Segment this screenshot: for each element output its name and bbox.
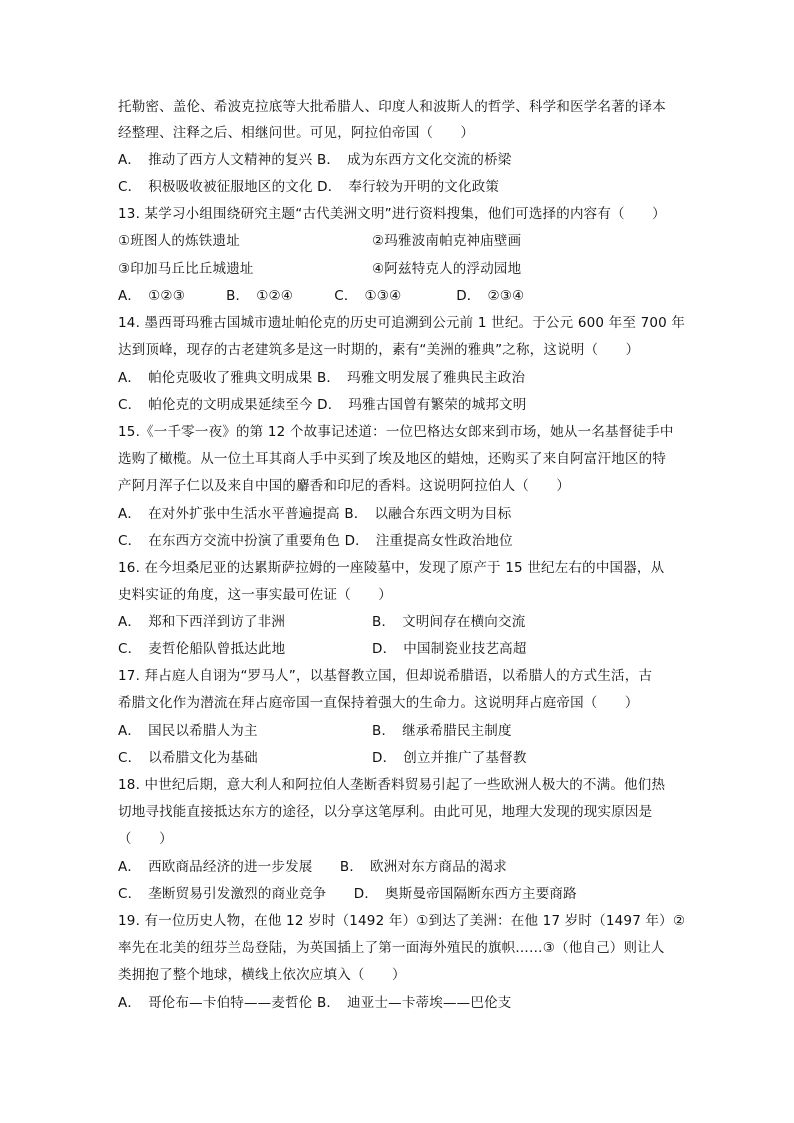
q15-stem-line-3: 产阿月浑子仁以及来自中国的麝香和印尼的香料。这说明阿拉伯人（ ）: [118, 478, 571, 494]
q12-options-cd: C． 积极吸收被征服地区的文化 D． 奉行较为开明的文化政策: [118, 179, 500, 195]
q13-item-2: ②玛雅波南帕克神庙壁画: [372, 233, 522, 249]
q13-options: A． ①②③ B． ①②④ C． ①③④ D． ②③④: [118, 288, 525, 304]
q18-stem-line-3: （ ）: [118, 831, 173, 847]
q16-option-b: B． 文明间存在横向交流: [372, 614, 526, 630]
q13-item-3: ③印加马丘比丘城遗址: [118, 261, 254, 277]
q17-option-b: B． 继承希腊民主制度: [372, 723, 512, 739]
q13-item-1: ①班图人的炼铁遗址: [118, 233, 240, 249]
q14-options-cd: C． 帕伦克的文明成果延续至今 D． 玛雅古国曾有繁荣的城邦文明: [118, 397, 527, 413]
q19-stem-line-3: 类拥抱了整个地球，横线上依次应填入（ ）: [118, 967, 406, 983]
q16-option-d: D． 中国制瓷业技艺高超: [372, 641, 527, 657]
q18-options-ab: A． 西欧商品经济的进一步发展 B． 欧洲对东方商品的渴求: [118, 859, 507, 875]
q16-option-c: C． 麦哲伦船队曾抵达此地: [118, 641, 286, 657]
q15-options-cd: C． 在东西方交流中扮演了重要角色 D． 注重提高女性政治地位: [118, 533, 513, 549]
q15-stem-line-1: 15.《一千零一夜》的第 12 个故事记述道：一位巴格达女郎来到市场，她从一名基督徒手中: [118, 424, 674, 440]
q14-stem-line-1: 14. 墨西哥玛雅古国城市遗址帕伦克的历史可追溯到公元前 1 世纪。于公元 600 年至 700 年: [118, 315, 686, 331]
q13-stem: 13. 某学习小组围绕研究主题“古代美洲文明”进行资料搜集，他们可选择的内容有（ ）: [118, 206, 666, 222]
q17-option-c: C． 以希腊文化为基础: [118, 750, 258, 766]
q17-option-a: A． 国民以希腊人为主: [118, 723, 258, 739]
q12-options-ab: A． 推动了西方人文精神的复兴 B． 成为东西方文化交流的桥梁: [118, 152, 512, 168]
q14-options-ab: A． 帕伦克吸收了雅典文明成果 B． 玛雅文明发展了雅典民主政治: [118, 370, 526, 386]
q15-stem-line-2: 选购了橄榄。从一位土耳其商人手中买到了埃及地区的蜡烛，还购买了来自阿富汗地区的特: [118, 451, 666, 467]
q18-options-cd: C． 垄断贸易引发激烈的商业竞争 D． 奥斯曼帝国隔断东西方主要商路: [118, 886, 577, 902]
q19-stem-line-2: 率先在北美的纽芬兰岛登陆，为英国插上了第一面海外殖民的旗帜……③（他自己）则让人: [118, 940, 665, 956]
q13-item-4: ④阿兹特克人的浮动园地: [372, 261, 522, 277]
q12-stem-line-2: 经整理、注释之后、相继问世。可见，阿拉伯帝国（ ）: [118, 125, 475, 141]
q19-options-ab: A． 哥伦布—卡伯特——麦哲伦 B． 迪亚士—卡蒂埃——巴伦支: [118, 995, 512, 1011]
q12-stem-line-1: 托勒密、盖伦、希波克拉底等大批希腊人、印度人和波斯人的哲学、科学和医学名著的译本: [118, 99, 666, 115]
q14-stem-line-2: 达到顶峰，现存的古老建筑多是这一时期的，素有“美洲的雅典”之称，这说明（ ）: [118, 342, 640, 358]
q18-stem-line-2: 切地寻找能直接抵达东方的途径，以分享这笔厚利。由此可见，地理大发现的现实原因是: [118, 804, 653, 820]
q17-option-d: D． 创立并推广了基督教: [372, 750, 527, 766]
q17-stem-line-1: 17. 拜占庭人自诩为“罗马人”，以基督教立国，但却说希腊语，以希腊人的方式生活，古: [118, 668, 653, 684]
q16-option-a: A． 郑和下西洋到访了非洲: [118, 614, 286, 630]
q15-options-ab: A． 在对外扩张中生活水平普遍提高 B． 以融合东西文明为目标: [118, 506, 512, 522]
q18-stem-line-1: 18. 中世纪后期，意大利人和阿拉伯人垄断香料贸易引起了一些欧洲人极大的不满。他们热: [118, 777, 666, 793]
q19-stem-line-1: 19. 有一位历史人物，在他 12 岁时（1492 年）①到达了美洲：在他 17 岁时（1497 年）②: [118, 913, 686, 929]
q17-stem-line-2: 希腊文化作为潜流在拜占庭帝国一直保持着强大的生命力。这说明拜占庭帝国（ ）: [118, 695, 639, 711]
q16-stem-line-1: 16. 在今坦桑尼亚的达累斯萨拉姆的一座陵墓中，发现了原产于 15 世纪左右的中国器，从: [118, 560, 665, 576]
q16-stem-line-2: 史料实证的角度，这一事实最可佐证（ ）: [118, 587, 392, 603]
